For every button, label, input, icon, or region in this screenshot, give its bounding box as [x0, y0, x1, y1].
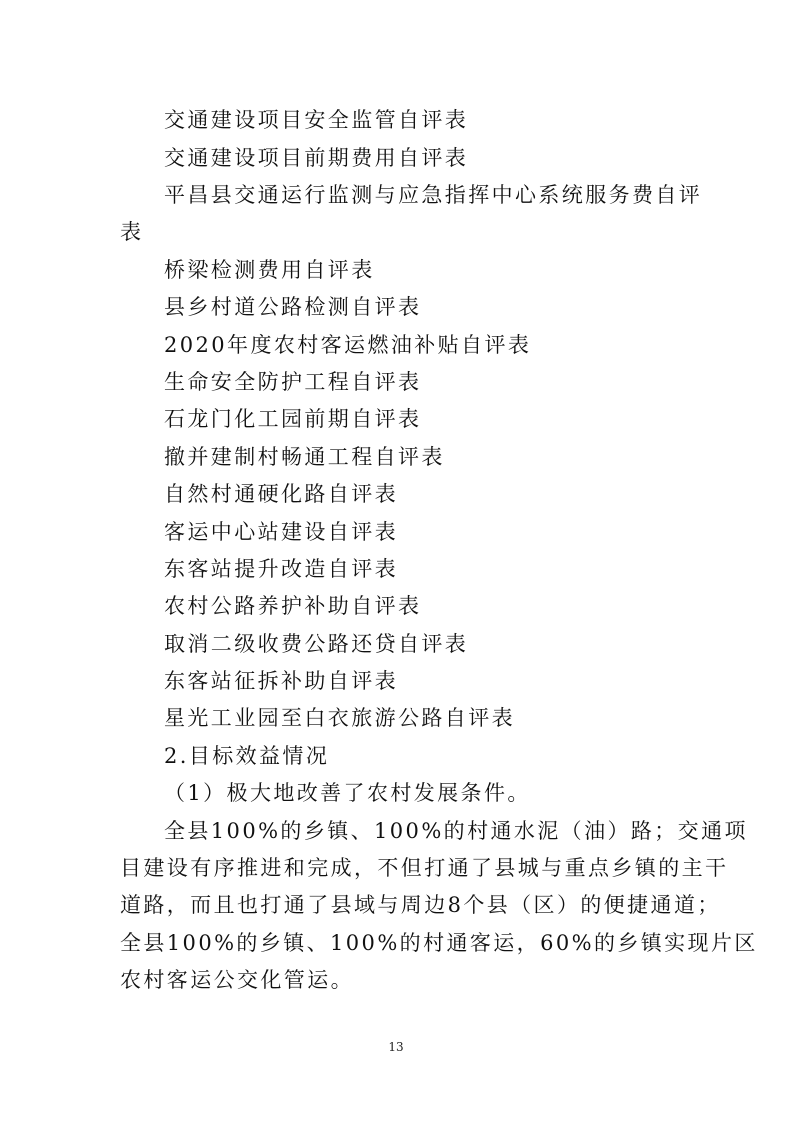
list-item: 撤并建制村畅通工程自评表	[164, 445, 445, 469]
list-item: 自然村通硬化路自评表	[164, 482, 398, 506]
list-item: 农村公路养护补助自评表	[164, 594, 422, 618]
paragraph-line: 道路，而且也打通了县域与周边8个县（区）的便捷通道；	[120, 893, 721, 917]
paragraph-line: 全县100%的乡镇、100%的村通客运，60%的乡镇实现片区	[120, 931, 758, 955]
list-item: 2020年度农村客运燃油补贴自评表	[164, 333, 532, 357]
paragraph-line: 农村客运公交化管运。	[120, 968, 354, 992]
paragraph-line: 目建设有序推进和完成，不但打通了县城与重点乡镇的主干	[120, 856, 729, 880]
list-item: 交通建设项目安全监管自评表	[164, 108, 469, 132]
list-item: 县乡村道公路检测自评表	[164, 295, 422, 319]
list-item: 东客站提升改造自评表	[164, 557, 398, 581]
page-number: 13	[388, 1040, 404, 1054]
list-item: 星光工业园至白衣旅游公路自评表	[164, 706, 515, 730]
list-item: 交通建设项目前期费用自评表	[164, 146, 469, 170]
paragraph-line: 全县100%的乡镇、100%的村通水泥（油）路；交通项	[164, 819, 748, 843]
list-item: 平昌县交通运行监测与应急指挥中心系统服务费自评	[164, 183, 703, 207]
list-item: 桥梁检测费用自评表	[164, 258, 375, 282]
list-item: 石龙门化工园前期自评表	[164, 407, 422, 431]
list-item: 东客站征拆补助自评表	[164, 669, 398, 693]
section-heading: 2.目标效益情况	[164, 744, 330, 768]
sub-heading: （1）极大地改善了农村发展条件。	[164, 781, 531, 805]
list-item: 生命安全防护工程自评表	[164, 370, 422, 394]
list-item: 客运中心站建设自评表	[164, 520, 398, 544]
list-item-continuation: 表	[120, 220, 144, 244]
list-item: 取消二级收费公路还贷自评表	[164, 632, 469, 656]
